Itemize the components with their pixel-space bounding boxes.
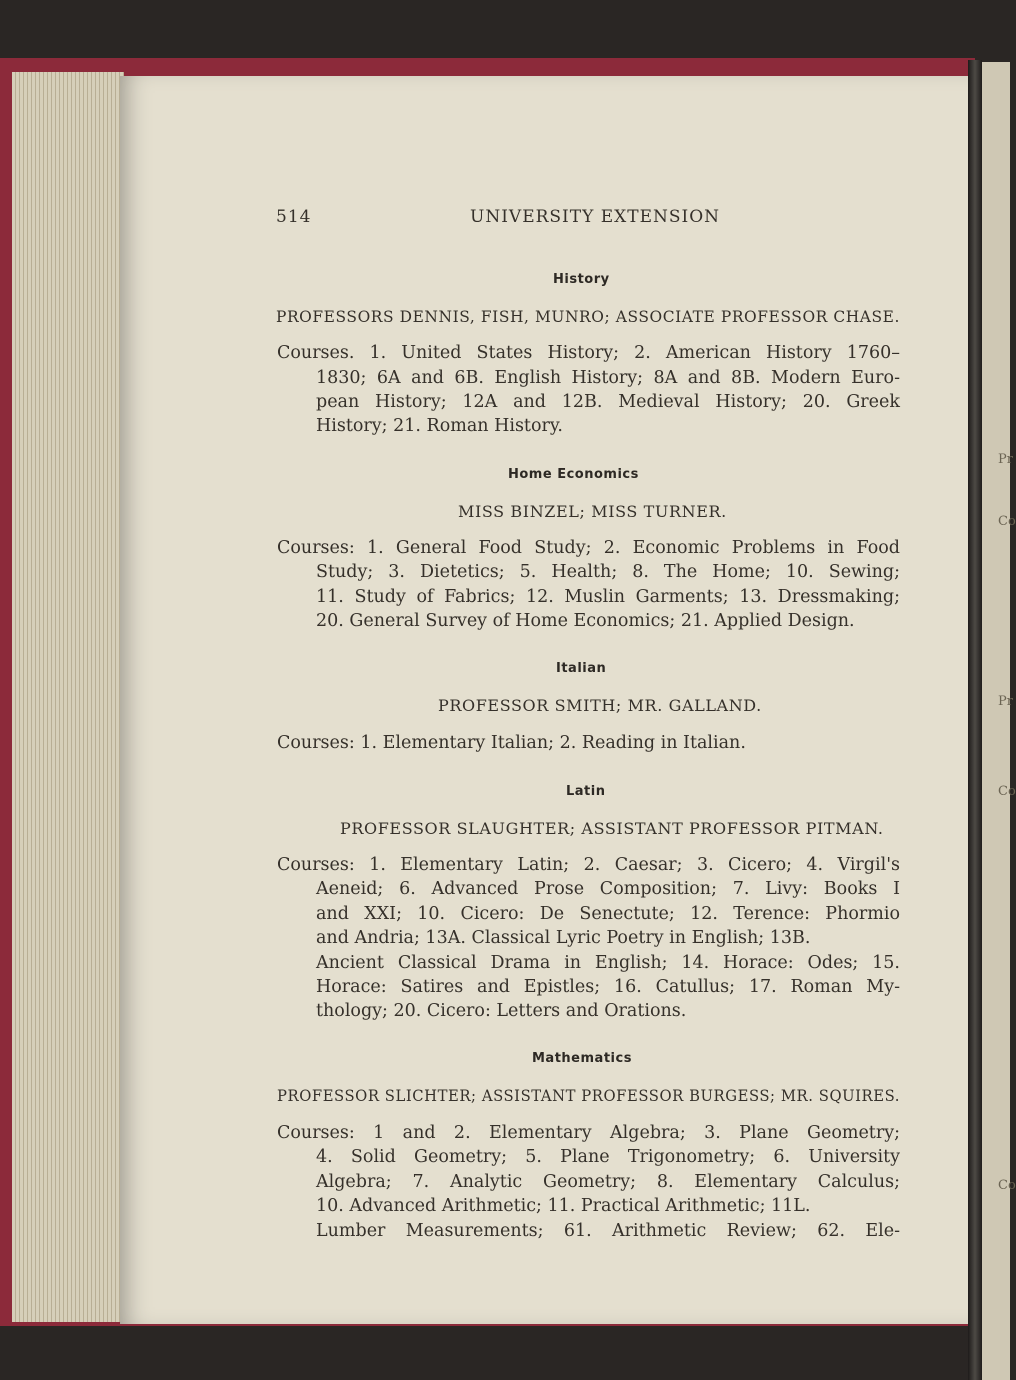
faculty-mathematics: PROFESSOR SLICHTER; ASSISTANT PROFESSOR BURGESS; MR. SQUIRES. <box>277 1086 900 1105</box>
course-line: pean History; 12A and 12B. Medieval History; 20. Greek <box>316 392 900 412</box>
course-line: Lumber Measurements; 61. Arithmetic Review; 62. Ele- <box>316 1221 900 1241</box>
course-line: 11. Study of Fabrics; 12. Muslin Garments; 13. Dressmaking; <box>316 587 900 607</box>
section-title-mathematics: Mathematics <box>532 1051 632 1066</box>
course-line: Study; 3. Dietetics; 5. Health; 8. The Home; 10. Sewing; <box>316 562 900 582</box>
course-line: 20. General Survey of Home Economics; 21. Applied Design. <box>316 611 855 631</box>
edge-text: Co <box>998 514 1016 529</box>
edge-text: Co <box>998 784 1016 799</box>
section-title-latin: Latin <box>566 784 606 799</box>
page-edges <box>12 72 124 1322</box>
course-line: Courses: 1. Elementary Italian; 2. Reading in Italian. <box>277 733 746 753</box>
running-head-title: UNIVERSITY EXTENSION <box>470 207 721 227</box>
page-number: 514 <box>276 207 312 227</box>
course-line: Algebra; 7. Analytic Geometry; 8. Elementary Calculus; <box>316 1172 900 1192</box>
section-title-italian: Italian <box>556 661 607 676</box>
section-title-home-economics: Home Economics <box>508 467 639 482</box>
faculty-italian: PROFESSOR SMITH; MR. GALLAND. <box>438 696 762 715</box>
course-line: Horace: Satires and Epistles; 16. Catullus; 17. Roman My- <box>316 977 900 997</box>
section-title-history: History <box>553 272 610 287</box>
course-line: Courses. 1. United States History; 2. American History 1760– <box>277 343 900 363</box>
course-line: and XXI; 10. Cicero: De Senectute; 12. Terence: Phormio <box>316 904 900 924</box>
course-line: thology; 20. Cicero: Letters and Orations. <box>316 1001 687 1021</box>
course-line: 4. Solid Geometry; 5. Plane Trigonometry; 6. University <box>316 1147 900 1167</box>
faculty-history: PROFESSORS DENNIS, FISH, MUNRO; ASSOCIATE PROFESSOR CHASE. <box>276 307 900 326</box>
course-line: History; 21. Roman History. <box>316 416 563 436</box>
course-line: Courses: 1. Elementary Latin; 2. Caesar; 3. Cicero; 4. Virgil's <box>277 855 900 875</box>
book-binding <box>968 60 982 1380</box>
faculty-home-economics: MISS BINZEL; MISS TURNER. <box>458 502 727 521</box>
course-line: 10. Advanced Arithmetic; 11. Practical Arithmetic; 11L. <box>316 1196 811 1216</box>
course-line: Courses: 1 and 2. Elementary Algebra; 3. Plane Geometry; <box>277 1123 900 1143</box>
course-line: and Andria; 13A. Classical Lyric Poetry in English; 13B. <box>316 928 811 948</box>
course-line: Courses: 1. General Food Study; 2. Economic Problems in Food <box>277 538 900 558</box>
course-line: 1830; 6A and 6B. English History; 8A and 8B. Modern Euro- <box>316 368 900 388</box>
edge-text: Pr <box>998 694 1013 709</box>
course-line: Aeneid; 6. Advanced Prose Composition; 7. Livy: Books I <box>316 879 900 899</box>
course-line: Ancient Classical Drama in English; 14. Horace: Odes; 15. <box>316 953 900 973</box>
edge-text: Co <box>998 1178 1016 1193</box>
faculty-latin: PROFESSOR SLAUGHTER; ASSISTANT PROFESSOR PITMAN. <box>340 819 884 838</box>
edge-text: Pr <box>998 452 1013 467</box>
